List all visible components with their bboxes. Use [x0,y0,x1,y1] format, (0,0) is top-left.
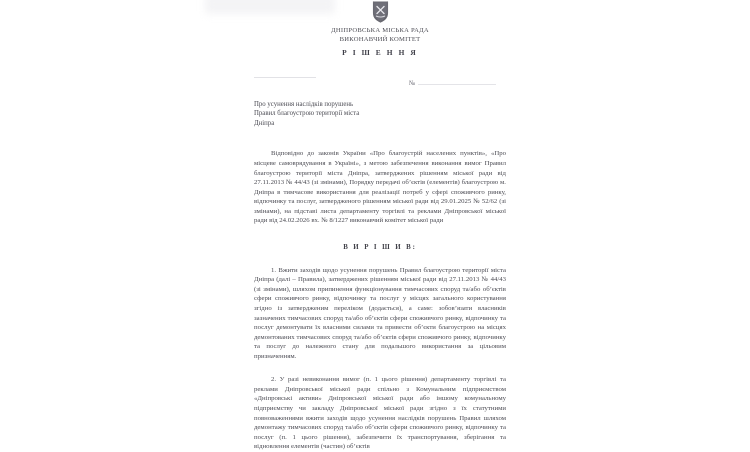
number-symbol: № [409,79,416,87]
document-meta-row [254,68,506,87]
organization-line-2: ВИКОНАВЧИЙ КОМІТЕТ [339,35,421,43]
dnipro-coat-of-arms-icon [372,1,389,28]
document-subject [254,100,414,129]
subject-line-2: Правил благоустрою території міста [254,110,360,118]
document-content-column [254,0,506,452]
resolve-heading: В И Р І Ш И В: [343,243,417,251]
resolution-item-1: 1. Вжити заходів щодо усунення порушень Правил благоустрою території міста Дніпра (далі – Правила), затверджених рішенням міської ради від 27.11.2013 № 44/43 (зі змінами), шляхом припинення функціонування тимчасових споруд та/або об’єктів сфери споживчого ринку, відпочинку та послуг у місцях загального користування згідно із затвердженим переліком (додається), а саме: зобов’язати власників зазначених тимчасових споруд та/або об’єктів сфери споживчого ринку, відпочинку та послуг демонтувати їх власними силами та привести об’єкти благоустрою на місцях демонтованих тимчасових споруд та/або об’єктів сфери споживчого ринку, відпочинку та послуг до належного стану для подальшого використання за цільовим призначенням. [254,266,506,360]
preamble-paragraph: Відповідно до законів України «Про благоустрій населених пунктів», «Про місцеве самоврядування в Україні», з метою забезпечення виконання вимог Правил благоустрою території міста Дніпра, затверджених рішенням міської ради від 27.11.2013 № 44/43 (зі змінами), Порядку передачі об’єктів (елементів) благоустрою м. Дніпра в тимчасове використання для реалізації потреб у сфері споживчого ринку, відпочинку та послуг, затвердженого рішенням міської ради від 29.01.2025 № 52/62 (зі змінами), на підставі листа департаменту торгівлі та реклами Дніпровської міської ради від 24.02.2026 вх. № 8/1227 виконавчий комітет міської ради [254,150,506,225]
organization-header [254,27,506,44]
subject-line-1: Про усунення наслідків порушень [254,100,354,108]
emblem-container [254,0,506,25]
document-kind-heading: Р І Ш Е Н Н Я [342,47,418,57]
date-blank-line [254,77,316,78]
subject-line-3: Дніпра [254,119,275,127]
resolution-item-2: 2. У разі невиконання вимог (п. 1 цього рішення) департаменту торгівлі та реклами Дніпровської міської ради спільно з Комунальним підприємством «Дніпровські активи» Дніпровської міської ради або іншому комунальному підприємству чи закладу Дніпровської міської ради згідно з їх статутними повноваженнями вжити заходів щодо усунення наслідків порушень Правил шляхом демонтажу тимчасових споруд та/або об’єктів сфери споживчого ринку, відпочинку та послуг (п. 1 цього рішення), забезпечити їх транспортування, зберігання та відновлення елементів (частин) об’єктів [254,376,506,451]
number-blank-line [418,84,496,85]
organization-line-1: ДНІПРОВСЬКА МІСЬКА РАДА [331,27,429,34]
number-group [409,69,506,87]
